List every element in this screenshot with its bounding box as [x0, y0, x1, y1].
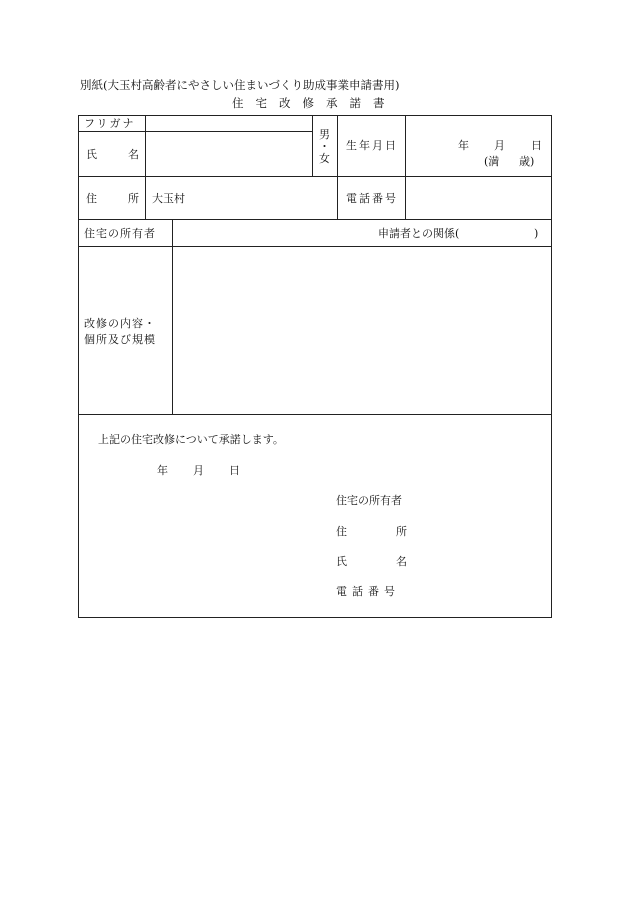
- name-label-second: 名: [128, 148, 139, 161]
- gender-separator: ・: [319, 140, 330, 153]
- consent-date-month: 月: [193, 464, 204, 477]
- address-value[interactable]: 大玉村: [152, 192, 185, 205]
- birth-month-unit: 月: [494, 139, 505, 152]
- relation-close: ): [534, 227, 539, 240]
- age-close: 歳): [519, 155, 535, 168]
- consent-statement: 上記の住宅改修について承諾します。: [98, 433, 284, 446]
- age-open: (満: [484, 155, 500, 168]
- consent-name-label-first: 氏: [336, 555, 347, 568]
- furigana-field[interactable]: [147, 117, 311, 130]
- renovation-details-field[interactable]: [174, 248, 550, 413]
- address-label-second: 所: [128, 192, 139, 205]
- name-field[interactable]: [147, 133, 311, 175]
- owner-field[interactable]: [174, 221, 374, 245]
- gender-female: 女: [319, 152, 330, 165]
- furigana-label: フリガナ: [84, 117, 136, 130]
- birthdate-label: 生年月日: [346, 139, 398, 152]
- phone-field[interactable]: [407, 178, 550, 218]
- consent-address-label-first: 住: [336, 525, 347, 538]
- form-reference-note: 別紙(大玉村高齢者にやさしい住まいづくり助成事業申請書用): [80, 78, 400, 92]
- phone-label: 電話番号: [346, 192, 398, 205]
- address-label-first: 住: [86, 192, 97, 205]
- renovation-label-line1: 改修の内容・: [84, 317, 156, 330]
- birth-day-unit: 日: [531, 139, 542, 152]
- birth-year-unit: 年: [458, 139, 469, 152]
- consent-address-label-second: 所: [396, 525, 407, 538]
- relation-label: 申請者との関係(: [378, 227, 460, 240]
- consent-name-label-second: 名: [396, 555, 407, 568]
- consent-owner-heading: 住宅の所有者: [336, 494, 402, 507]
- gender-male: 男: [319, 128, 330, 141]
- consent-phone-label: 電話番号: [336, 585, 400, 598]
- name-label-first: 氏: [86, 148, 97, 161]
- renovation-label-line2: 個所及び規模: [84, 333, 156, 346]
- consent-date-day: 日: [229, 464, 240, 477]
- document-title: 住宅改修承諾書: [232, 96, 397, 110]
- owner-label: 住宅の所有者: [84, 227, 156, 240]
- consent-date-year: 年: [157, 464, 168, 477]
